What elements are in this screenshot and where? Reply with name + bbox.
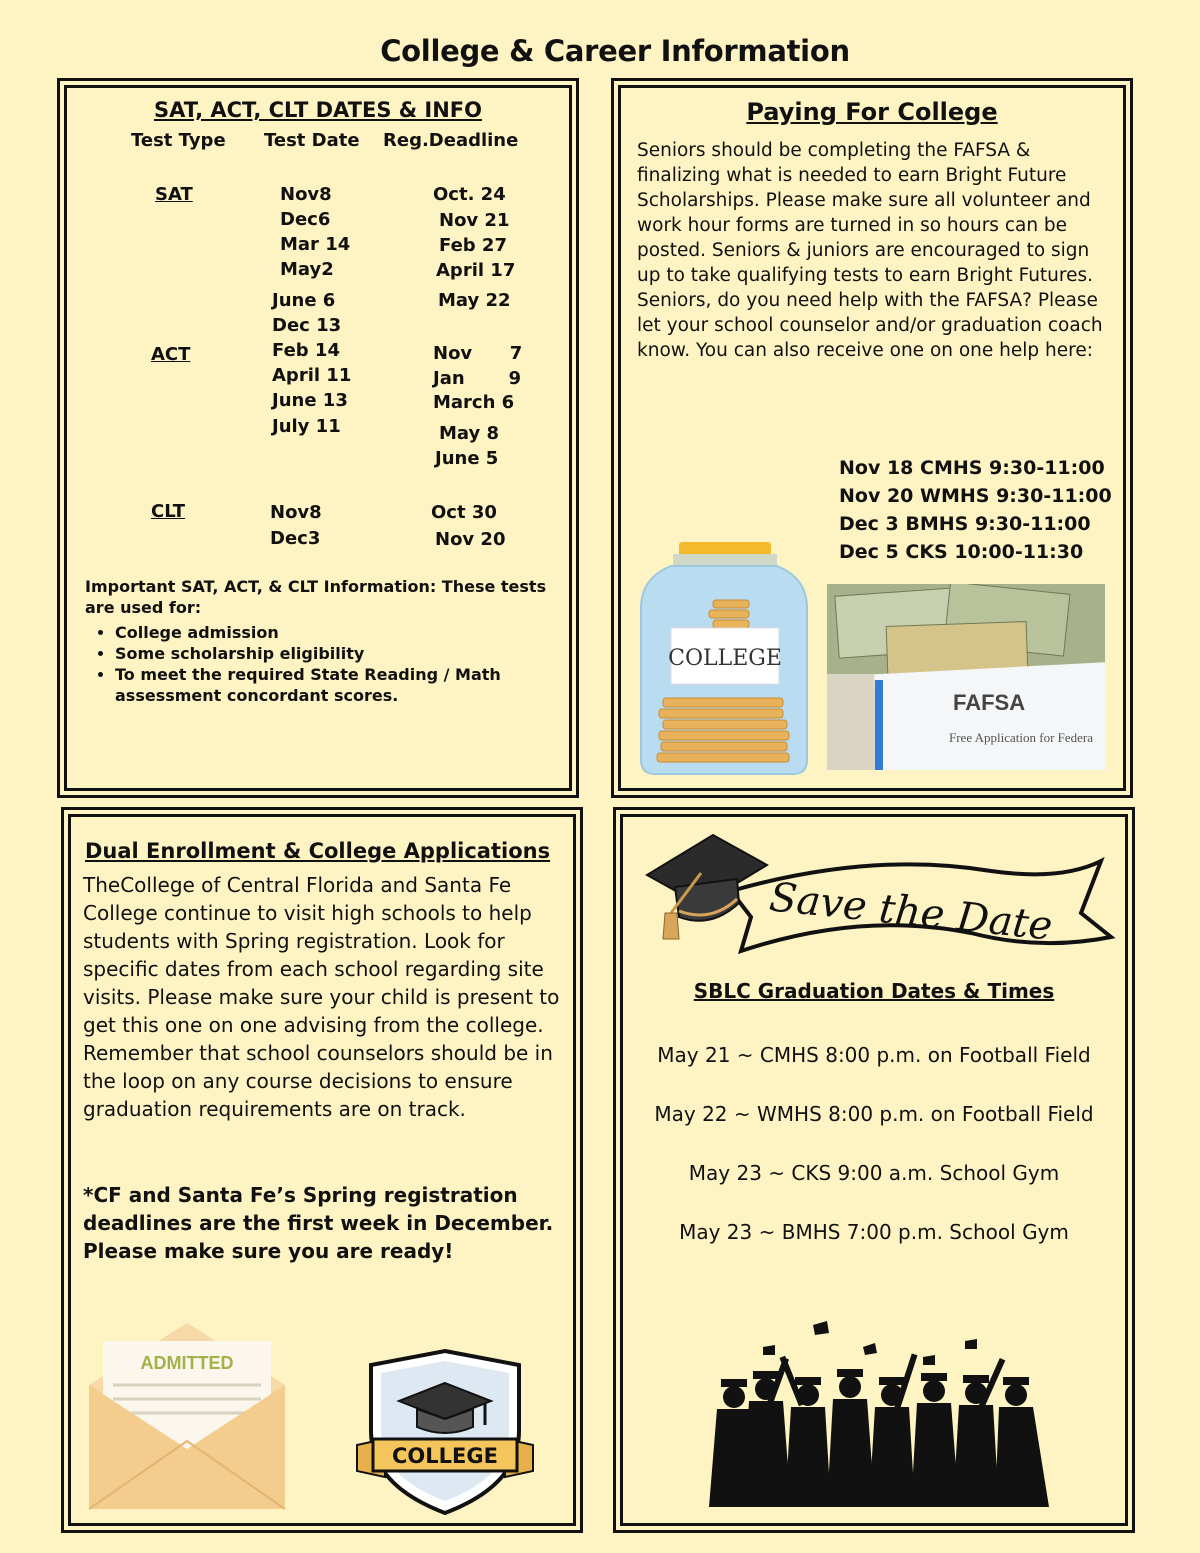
fafsa-sub-label: Free Application for Federa xyxy=(949,730,1094,745)
save-the-date-banner xyxy=(641,821,1121,971)
list-item: • College admission xyxy=(115,622,555,643)
act-deadline: Nov 7 xyxy=(433,343,523,364)
graduates-silhouette-image xyxy=(703,1317,1063,1517)
act-date: Dec 13 xyxy=(272,315,342,336)
dual-paragraph: TheCollege of Central Florida and Santa Fe College continue to visit high schools to help students with Spring registration. Look for specific dates from each school regarding site visits. Please make sure your child is present to get this one on one advising from the college. Remember that school counselors should be in the loop on any course decisions to ensure graduation requirements are on track. xyxy=(83,873,560,1121)
graduation-panel xyxy=(620,814,1128,1526)
graduation-item: May 23 ~ BMHS 7:00 p.m. School Gym xyxy=(679,1220,1069,1244)
header-test-type: Test Type xyxy=(131,130,226,151)
header-reg-deadline: Reg.Deadline xyxy=(383,130,519,151)
badge-label: COLLEGE xyxy=(392,1444,498,1468)
clt-label: CLT xyxy=(151,501,185,522)
sat-deadline: Oct. 24 xyxy=(433,184,506,205)
sat-deadline: Feb 27 xyxy=(439,235,507,256)
sat-date: Mar 14 xyxy=(280,234,351,255)
jar-label: COLLEGE xyxy=(668,646,782,671)
test-info xyxy=(85,576,555,706)
graduation-item: May 23 ~ CKS 9:00 a.m. School Gym xyxy=(688,1161,1060,1185)
graduation-item: May 22 ~ WMHS 8:00 p.m. on Football Field xyxy=(654,1102,1094,1126)
test-info-heading: Important SAT, ACT, & CLT Information: These tests are used for: xyxy=(85,577,547,617)
test-info-list xyxy=(85,622,555,706)
header-test-date: Test Date xyxy=(264,130,360,151)
paying-paragraph: Seniors, do you need help with the FAFSA? Please let your school counselor and/or graduation coach know. You can also receive one on one help here: xyxy=(637,290,1103,361)
session-item: Nov 20 WMHS 9:30-11:00 xyxy=(839,485,1112,507)
sat-date: May2 xyxy=(280,259,334,280)
act-deadline: June 5 xyxy=(435,448,499,469)
clt-date: Dec3 xyxy=(270,528,321,549)
admitted-letter-image xyxy=(87,1321,287,1513)
dual-body xyxy=(83,871,569,1123)
sat-date: Dec6 xyxy=(280,209,331,230)
graduation-item: May 21 ~ CMHS 8:00 p.m. on Football Field xyxy=(657,1043,1091,1067)
dual-deadline-note: *CF and Santa Fe’s Spring registration deadlines are the first week in December. Please make sure you are ready! xyxy=(83,1183,554,1263)
list-item: • Some scholarship eligibility xyxy=(115,643,555,664)
clt-deadline: Oct 30 xyxy=(431,502,497,523)
session-item: Nov 18 CMHS 9:30-11:00 xyxy=(839,457,1105,479)
paying-for-college-panel xyxy=(618,85,1126,791)
sat-deadline: Nov 21 xyxy=(439,210,510,231)
session-item: Dec 5 CKS 10:00-11:30 xyxy=(839,541,1084,563)
paying-body xyxy=(637,138,1117,363)
test-dates-panel xyxy=(64,85,572,791)
sat-deadline: May 22 xyxy=(438,290,511,311)
college-jar-image xyxy=(637,538,813,778)
act-label: ACT xyxy=(151,344,191,365)
graduation-title: SBLC Graduation Dates & Times xyxy=(693,979,1055,1003)
clt-date: Nov8 xyxy=(270,502,322,523)
session-item: Dec 3 BMHS 9:30-11:00 xyxy=(839,513,1091,535)
save-the-date-text: Save the Date xyxy=(767,874,1055,950)
dual-title: Dual Enrollment & College Applications xyxy=(85,839,551,863)
college-badge-image xyxy=(355,1347,535,1517)
fafsa-money-image xyxy=(827,584,1105,770)
paying-paragraph: Seniors should be completing the FAFSA & finalizing what is needed to earn Bright Future Scholarships. Please make sure all volunteer and work hour forms are turned in so hours can be posted. Seniors & juniors are encouraged to sign up to take qualifying tests to earn Bright Futures. xyxy=(637,140,1093,286)
act-deadline: May 8 xyxy=(439,423,500,444)
sat-date: Nov8 xyxy=(280,184,332,205)
fafsa-sessions xyxy=(839,454,1112,566)
sat-label: SAT xyxy=(155,184,193,205)
act-deadline: March 6 xyxy=(433,392,515,413)
act-deadline: Jan 9 xyxy=(433,368,522,389)
act-date: June 13 xyxy=(272,390,348,411)
act-date: April 11 xyxy=(272,365,352,386)
clt-deadline: Nov 20 xyxy=(435,529,506,550)
page-title: College & Career Information xyxy=(380,34,850,68)
sat-deadline: April 17 xyxy=(436,260,516,281)
paying-title: Paying For College xyxy=(746,98,998,126)
fafsa-label: FAFSA xyxy=(953,690,1026,715)
list-item: • To meet the required State Reading / Math assessment concordant scores. xyxy=(115,664,555,706)
act-date: July 11 xyxy=(272,416,341,437)
test-dates-title: SAT, ACT, CLT DATES & INFO xyxy=(154,98,482,122)
sat-date: June 6 xyxy=(272,290,336,311)
letter-label: ADMITTED xyxy=(140,1353,234,1373)
dual-enrollment-panel xyxy=(68,814,576,1526)
act-date: Feb 14 xyxy=(272,340,340,361)
